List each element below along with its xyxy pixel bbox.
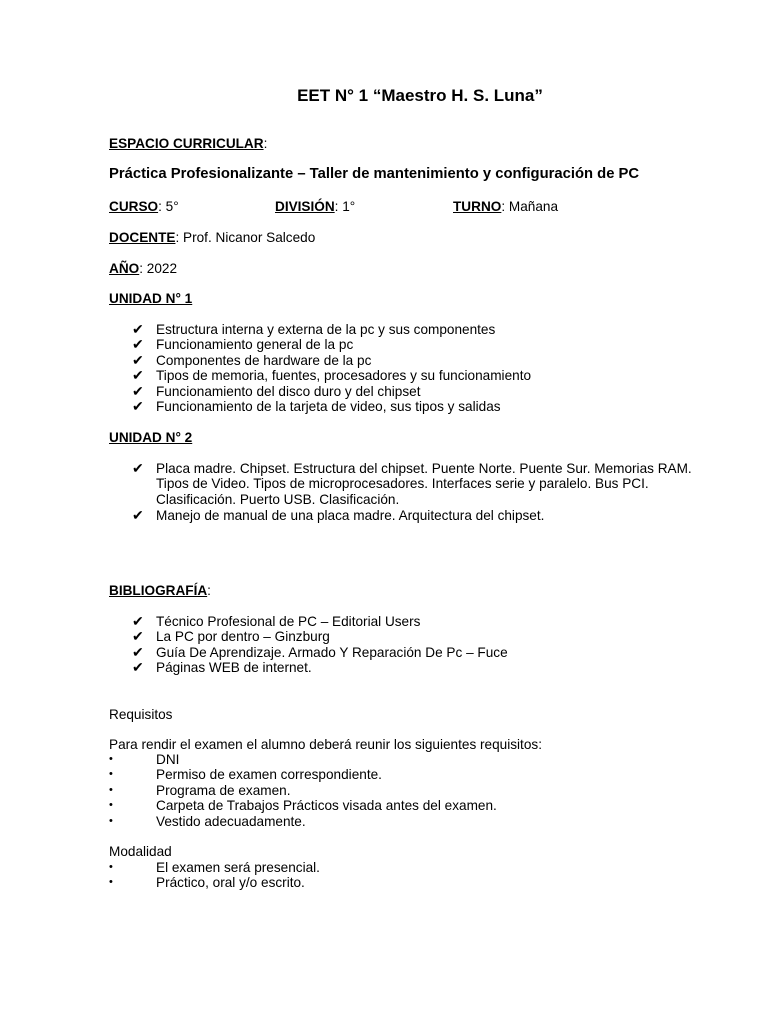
checkmark-icon: ✔	[132, 382, 144, 399]
modalidad-heading: Modalidad	[109, 844, 172, 859]
bibliografia-line	[109, 583, 211, 598]
bullet-icon: •	[109, 799, 113, 812]
curso-label: CURSO	[109, 199, 159, 214]
list-item-text: Programa de examen.	[156, 782, 291, 798]
list-item-text: Permiso de examen correspondiente.	[156, 767, 382, 783]
list-item-text: Guía De Aprendizaje. Armado Y Reparación De Pc – Fuce	[156, 644, 508, 660]
requisitos-intro: Para rendir el examen el alumno deberá reunir los siguientes requisitos:	[109, 737, 542, 752]
division-label: DIVISIÓN	[275, 199, 335, 214]
list-item	[132, 368, 531, 383]
docente-label: DOCENTE	[109, 230, 176, 245]
list-item	[109, 783, 497, 798]
turno-label: TURNO	[453, 199, 502, 214]
list-item	[132, 614, 508, 629]
bullet-icon: •	[109, 768, 113, 781]
list-item-text: La PC por dentro – Ginzburg	[156, 629, 330, 645]
checkmark-icon: ✔	[132, 398, 144, 415]
turno-field	[453, 199, 558, 214]
checkmark-icon: ✔	[132, 336, 144, 353]
list-item-text: Páginas WEB de internet.	[156, 660, 312, 676]
list-item-text: DNI	[156, 752, 180, 767]
list-item-text: Placa madre. Chipset. Estructura del chipset. Puente Norte. Puente Sur. Memorias RAM. Tipos de Video. Tipos de microprocesadores. Interfaces serie y paralelo. Bus PCI. Clasificación. Puerto USB. Clasificación.	[156, 461, 692, 507]
list-item-text: Funcionamiento general de la pc	[156, 337, 354, 353]
espacio-curricular-colon: :	[263, 136, 268, 151]
list-item	[132, 645, 508, 660]
list-item-text: Manejo de manual de una placa madre. Arquitectura del chipset.	[156, 508, 545, 524]
list-item	[132, 399, 531, 414]
checkmark-icon: ✔	[132, 321, 144, 337]
checkmark-icon: ✔	[132, 351, 144, 368]
list-item-text: Funcionamiento del disco duro y del chipset	[156, 383, 421, 399]
bibliografia-heading: BIBLIOGRAFÍA	[109, 583, 208, 598]
list-item	[109, 860, 320, 875]
bullet-icon: •	[109, 783, 113, 796]
bullet-icon: •	[109, 876, 113, 889]
curso-field	[109, 199, 179, 214]
anio-label: AÑO	[109, 261, 140, 276]
docente-value: : Prof. Nicanor Salcedo	[175, 230, 316, 245]
requisitos-list	[109, 752, 497, 829]
list-item-text: Vestido adecuadamente.	[156, 813, 306, 829]
subject-title: Práctica Profesionalizante – Taller de mantenimiento y configuración de PC	[109, 166, 640, 182]
list-item	[109, 814, 497, 829]
list-item-text: Tipos de memoria, fuentes, procesadores y su funcionamiento	[156, 368, 532, 384]
docente-field	[109, 230, 315, 245]
list-item	[109, 875, 320, 890]
list-item	[132, 353, 531, 368]
checkmark-icon: ✔	[132, 460, 144, 476]
list-item	[132, 461, 716, 507]
list-item	[132, 337, 531, 352]
list-item-text: Técnico Profesional de PC – Editorial Users	[156, 614, 421, 629]
bullet-icon: •	[109, 814, 113, 827]
espacio-curricular-line	[109, 136, 267, 151]
modalidad-list	[109, 860, 320, 891]
list-item	[109, 798, 497, 813]
list-item-text: Funcionamiento de la tarjeta de video, sus tipos y salidas	[156, 399, 501, 415]
bullet-icon: •	[109, 861, 113, 873]
checkmark-icon: ✔	[132, 367, 144, 384]
anio-field	[109, 261, 177, 276]
document-title: EET N° 1 “Maestro H. S. Luna”	[297, 86, 543, 105]
list-item-text: Estructura interna y externa de la pc y sus componentes	[156, 322, 496, 337]
checkmark-icon: ✔	[132, 643, 144, 660]
list-item	[132, 322, 531, 337]
list-item-text: Práctico, oral y/o escrito.	[156, 875, 305, 891]
checkmark-icon: ✔	[132, 659, 144, 676]
checkmark-icon: ✔	[132, 628, 144, 645]
list-item-text: Componentes de hardware de la pc	[156, 352, 372, 368]
checkmark-icon: ✔	[132, 613, 144, 629]
unidad-2-heading: UNIDAD N° 2	[109, 430, 193, 445]
division-value: : 1°	[334, 199, 356, 214]
requisitos-heading: Requisitos	[109, 707, 173, 722]
list-item-text: El examen será presencial.	[156, 860, 320, 875]
list-item	[109, 767, 497, 782]
list-item	[132, 660, 508, 675]
list-item	[132, 508, 716, 523]
turno-value: : Mañana	[501, 199, 559, 214]
unidad-1-heading: UNIDAD N° 1	[109, 291, 193, 306]
espacio-curricular-label: ESPACIO CURRICULAR	[109, 136, 264, 151]
unidad-2-list	[132, 461, 716, 524]
list-item	[132, 629, 508, 644]
list-item-text: Carpeta de Trabajos Prácticos visada antes del examen.	[156, 798, 497, 814]
bullet-icon: •	[109, 753, 113, 765]
checkmark-icon: ✔	[132, 507, 144, 524]
bibliografia-colon: :	[207, 583, 211, 598]
bibliografia-list	[132, 614, 508, 676]
unidad-1-list	[132, 322, 531, 414]
curso-value: : 5°	[158, 199, 179, 214]
division-field	[275, 199, 355, 214]
list-item	[132, 384, 531, 399]
list-item	[109, 752, 497, 767]
anio-value: : 2022	[139, 261, 178, 276]
